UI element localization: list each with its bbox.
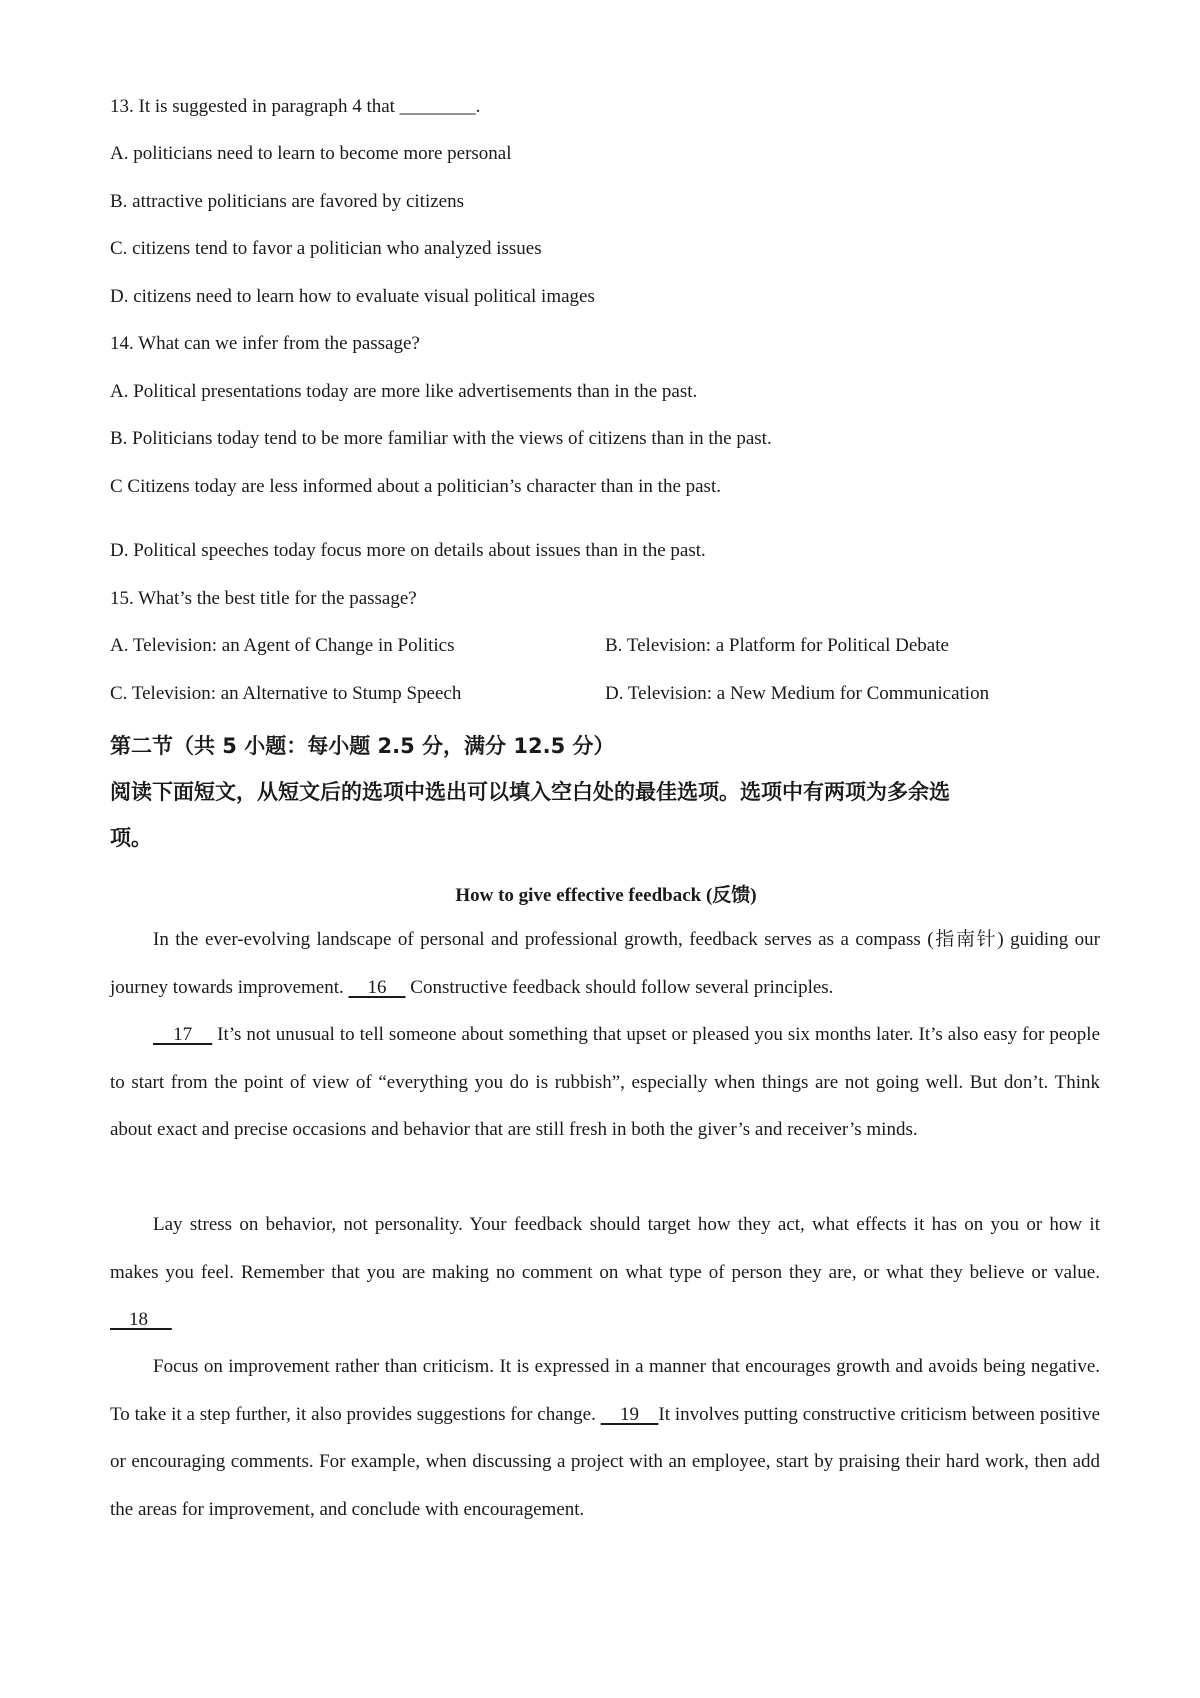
q14-option-d: D. Political speeches today focus more on details about issues than in the past. <box>110 540 706 561</box>
blank-16: 16 <box>348 976 406 998</box>
section-instruction-line2: 项。 <box>110 826 152 850</box>
paragraph-4-text-a: Focus on improvement rather than criticism. It is expressed in a manner that encourages growth and avoids being negative. To take it a step further, it also provides suggestions for change. <box>110 1356 1100 1425</box>
q14-option-b: B. Politicians today tend to be more familiar with the views of citizens than in the past. <box>110 428 772 449</box>
paragraph-4-text-b: It involves putting constructive criticism between positive or encouraging comments. For example, when discussing a project with an employee, start by praising their hard work, then add the areas for improvement, and conclude with encouragement. <box>110 1403 1101 1520</box>
q13-option-b: B. attractive politicians are favored by citizens <box>110 191 464 212</box>
q14-stem: 14. What can we infer from the passage? <box>110 333 420 354</box>
q13-option-c: C. citizens tend to favor a politician who analyzed issues <box>110 238 542 259</box>
passage-paragraph-3 <box>110 1201 1100 1344</box>
q13-option-a: A. politicians need to learn to become more personal <box>110 143 512 164</box>
section-instruction-line1: 阅读下面短文，从短文后的选项中选出可以填入空白处的最佳选项。选项中有两项为多余选 <box>110 780 950 804</box>
passage-paragraph-2 <box>110 1011 1100 1154</box>
q15-option-a: A. Television: an Agent of Change in Politics <box>110 635 455 656</box>
section-heading: 第二节（共 5 小题：每小题 2.5 分，满分 12.5 分） <box>110 734 615 758</box>
blank-18: 18 <box>110 1309 172 1330</box>
q15-option-b: B. Television: a Platform for Political Debate <box>605 635 949 656</box>
q15-option-c: C. Television: an Alternative to Stump Speech <box>110 683 462 704</box>
q13-stem: 13. It is suggested in paragraph 4 that ________. <box>110 96 481 117</box>
q15-stem: 15. What’s the best title for the passage? <box>110 588 417 609</box>
q14-option-c: C Citizens today are less informed about a politician’s character than in the past. <box>110 476 721 497</box>
passage-paragraph-1 <box>110 916 1100 1011</box>
paragraph-3-text: Lay stress on behavior, not personality. Your feedback should target how they act, what effects it has on you or how it makes you feel. Remember that you are making no comment on what type of person they are, or what they believe or value. <box>110 1214 1100 1283</box>
passage-paragraph-4 <box>110 1343 1100 1533</box>
paragraph-1-text-b: Constructive feedback should follow several principles. <box>410 976 834 998</box>
q14-option-a: A. Political presentations today are more like advertisements than in the past. <box>110 381 698 402</box>
passage-title: How to give effective feedback (反馈) <box>455 885 757 906</box>
paragraph-2-text: It’s not unusual to tell someone about something that upset or pleased you six months later. It’s also easy for people to start from the point of view of “everything you do is rubbish”, especially when things are not going well. But don’t. Think about exact and precise occasions and behavior that are still fresh in both the giver’s and receiver’s minds. <box>110 1024 1100 1140</box>
q13-option-d: D. citizens need to learn how to evaluate visual political images <box>110 286 595 307</box>
q15-option-d: D. Television: a New Medium for Communication <box>605 683 990 704</box>
paragraph-1-text-a: In the ever-evolving landscape of personal and professional growth, feedback serves as a compass (指南针) guiding our journey towards improvement. <box>110 929 1100 998</box>
blank-19: 19 <box>600 1403 659 1425</box>
blank-17: 17 <box>153 1024 213 1045</box>
